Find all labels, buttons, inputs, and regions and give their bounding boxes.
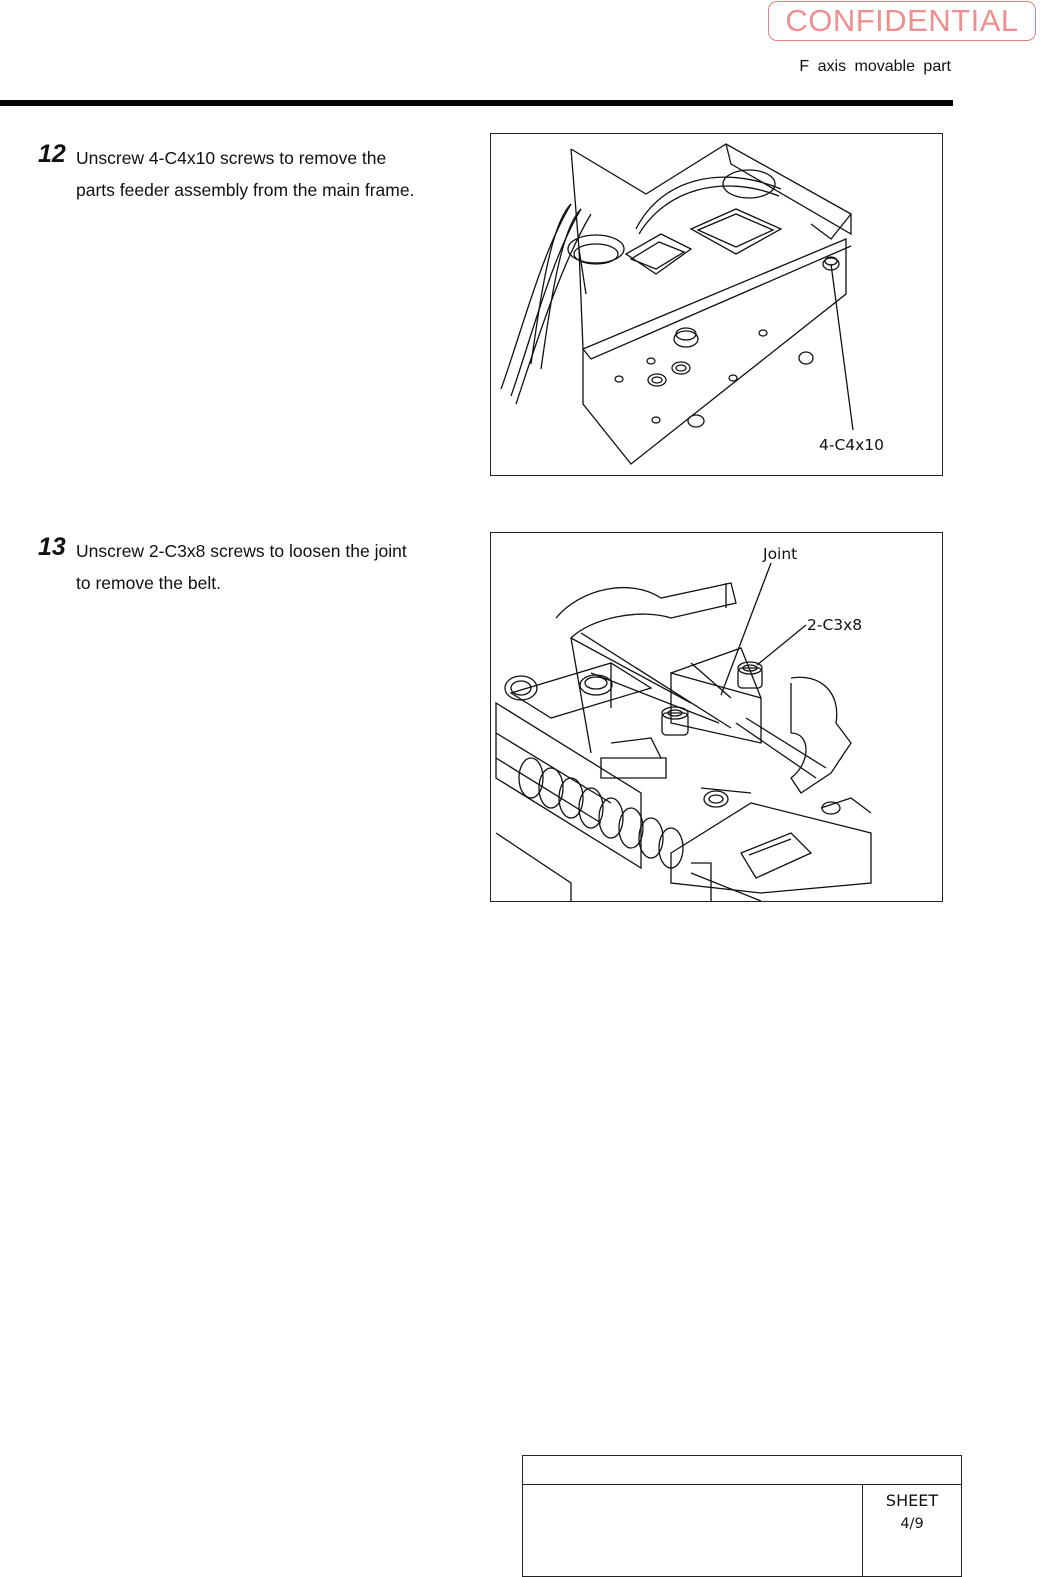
parts-feeder-illustration [491, 134, 942, 475]
callout-joint: Joint [763, 545, 798, 563]
sheet-label: SHEET [885, 1491, 939, 1510]
title-block [522, 1455, 962, 1577]
instruction-line: parts feeder assembly from the main frame. [76, 180, 415, 200]
step-number: 13 [38, 533, 66, 561]
instruction-line: Unscrew 4-C4x10 screws to remove the [76, 148, 387, 168]
title-block-top-row [523, 1456, 961, 1485]
step-13 [38, 535, 468, 599]
confidential-stamp: CONFIDENTIAL [768, 1, 1036, 41]
header-rule [0, 100, 953, 106]
instruction-line: Unscrew 2-C3x8 screws to loosen the joint [76, 541, 407, 561]
step-instruction [76, 535, 468, 599]
step-instruction [76, 142, 468, 206]
callout-2-c3x8: 2-C3x8 [807, 616, 863, 634]
page-title: F axis movable part [799, 58, 951, 75]
belt-joint-illustration [491, 533, 942, 901]
figure-parts-feeder-assembly [490, 133, 943, 476]
step-number: 12 [38, 140, 66, 168]
sheet-number: 4/9 [900, 1516, 924, 1532]
callout-4-c4x10: 4-C4x10 [819, 436, 885, 454]
figure-belt-joint [490, 532, 943, 902]
sheet-cell [862, 1484, 961, 1576]
step-12 [38, 142, 468, 206]
instruction-line: to remove the belt. [76, 573, 221, 593]
